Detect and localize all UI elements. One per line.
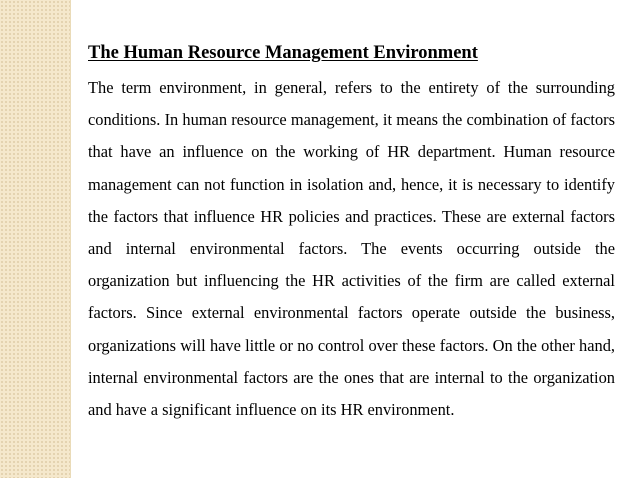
decorative-side-strip	[0, 0, 71, 478]
slide-content	[88, 40, 615, 426]
slide-paragraph: The term environment, in general, refers to the entirety of the surrounding conditions. In human resource management, it means the combination of factors that have an influence on the working of HR department. Human resource management can not function in isolation and, hence, it is necessary to identify the factors that influence HR policies and practices. These are external factors and internal environmental factors. The events occurring outside the organization but influencing the HR activities of the firm are called external factors. Since external environmental factors operate outside the business, organizations will have little or no control over these factors. On the other hand, internal environmental factors are the ones that are internal to the organization and have a significant influence on its HR environment.	[88, 78, 615, 420]
slide-title: The Human Resource Management Environment	[88, 43, 478, 63]
